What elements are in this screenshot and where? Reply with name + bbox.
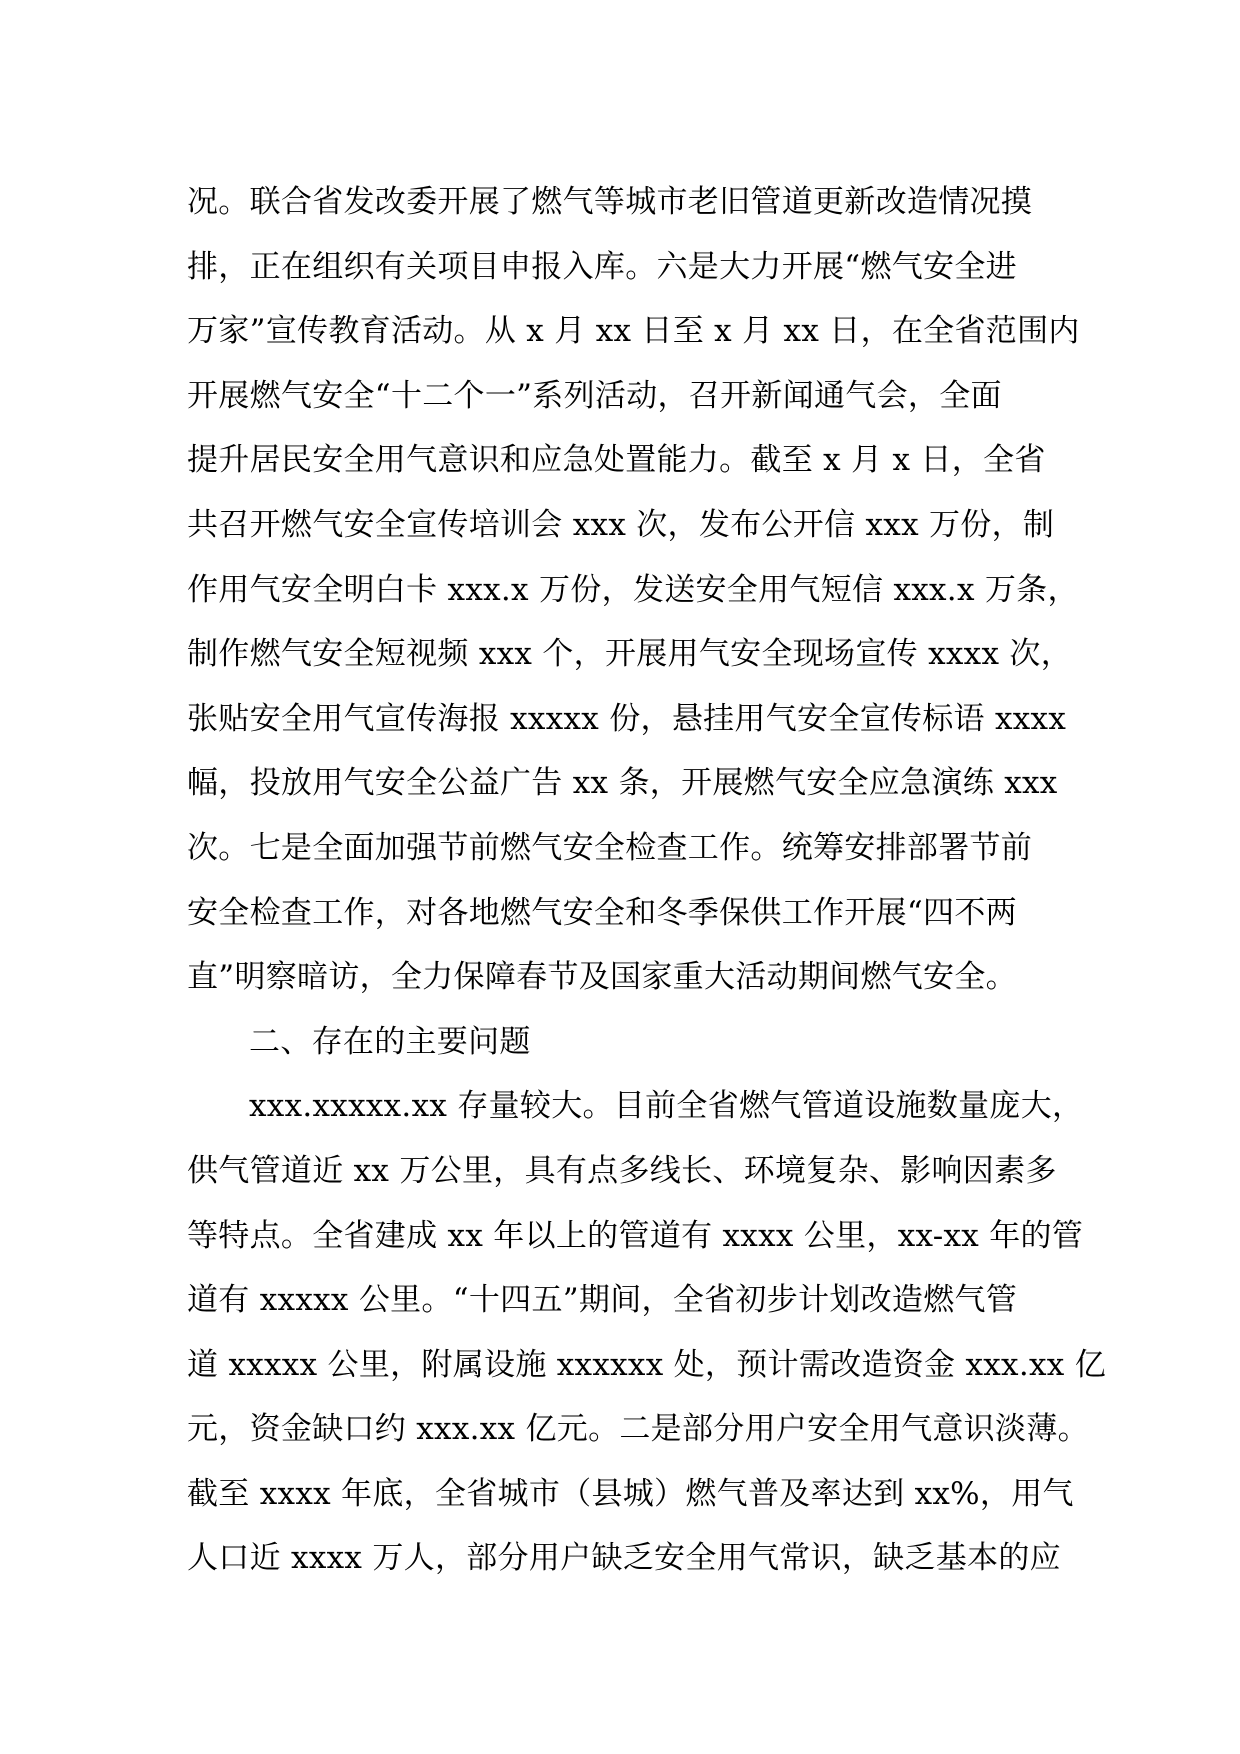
section-heading: 二、存在的主要问题 (249, 1023, 531, 1060)
text-line: 共召开燃气安全宣传培训会 xxx 次，发布公开信 xxx 万份，制 (187, 506, 1055, 543)
text-line: 张贴安全用气宣传海报 xxxxx 份，悬挂用气安全宣传标语 xxxx (187, 700, 1067, 737)
text-line: 道 xxxxx 公里，附属设施 xxxxxx 处，预计需改造资金 xxx.xx 亿 (187, 1346, 1107, 1383)
text-line: 供气管道近 xx 万公里，具有点多线长、环境复杂、影响因素多 (187, 1152, 1057, 1189)
text-line: 截至 xxxx 年底，全省城市（县城）燃气普及率达到 xx%，用气 (187, 1475, 1074, 1512)
text-line: 万家”宣传教育活动。从 x 月 xx 日至 x 月 xx 日，在全省范围内 (187, 313, 1080, 350)
text-line: 况。联合省发改委开展了燃气等城市老旧管道更新改造情况摸 (187, 184, 1033, 220)
text-line: 排，正在组织有关项目申报入库。六是大力开展“燃气安全进 (187, 248, 1017, 285)
text-line: 道有 xxxxx 公里。“十四五”期间，全省初步计划改造燃气管 (187, 1282, 1018, 1319)
text-line: 元，资金缺口约 xxx.xx 亿元。二是部分用户安全用气意识淡薄。 (187, 1411, 1089, 1448)
text-line: 幅，投放用气安全公益广告 xx 条，开展燃气安全应急演练 xxx (187, 765, 1058, 802)
text-line: 次。七是全面加强节前燃气安全检查工作。统筹安排部署节前 (187, 829, 1033, 866)
paragraph-start-line: xxx.xxxxx.xx 存量较大。目前全省燃气管道设施数量庞大， (249, 1088, 1084, 1125)
text-line: 等特点。全省建成 xx 年以上的管道有 xxxx 公里，xx-xx 年的管 (187, 1217, 1084, 1254)
text-line: 人口近 xxxx 万人，部分用户缺乏安全用气常识，缺乏基本的应 (187, 1540, 1061, 1577)
text-line: 直”明察暗访，全力保障春节及国家重大活动期间燃气安全。 (187, 959, 1017, 996)
text-line: 提升居民安全用气意识和应急处置能力。截至 x 月 x 日，全省 (187, 442, 1046, 479)
text-line: 制作燃气安全短视频 xxx 个，开展用气安全现场宣传 xxxx 次， (187, 636, 1072, 673)
text-line: 作用气安全明白卡 xxx.x 万份，发送安全用气短信 xxx.x 万条， (187, 571, 1079, 608)
document-body (187, 170, 1107, 1591)
text-line: 安全检查工作，对各地燃气安全和冬季保供工作开展“四不两 (187, 894, 1017, 931)
text-line: 开展燃气安全“十二个一”系列活动，召开新闻通气会，全面 (187, 377, 1002, 414)
